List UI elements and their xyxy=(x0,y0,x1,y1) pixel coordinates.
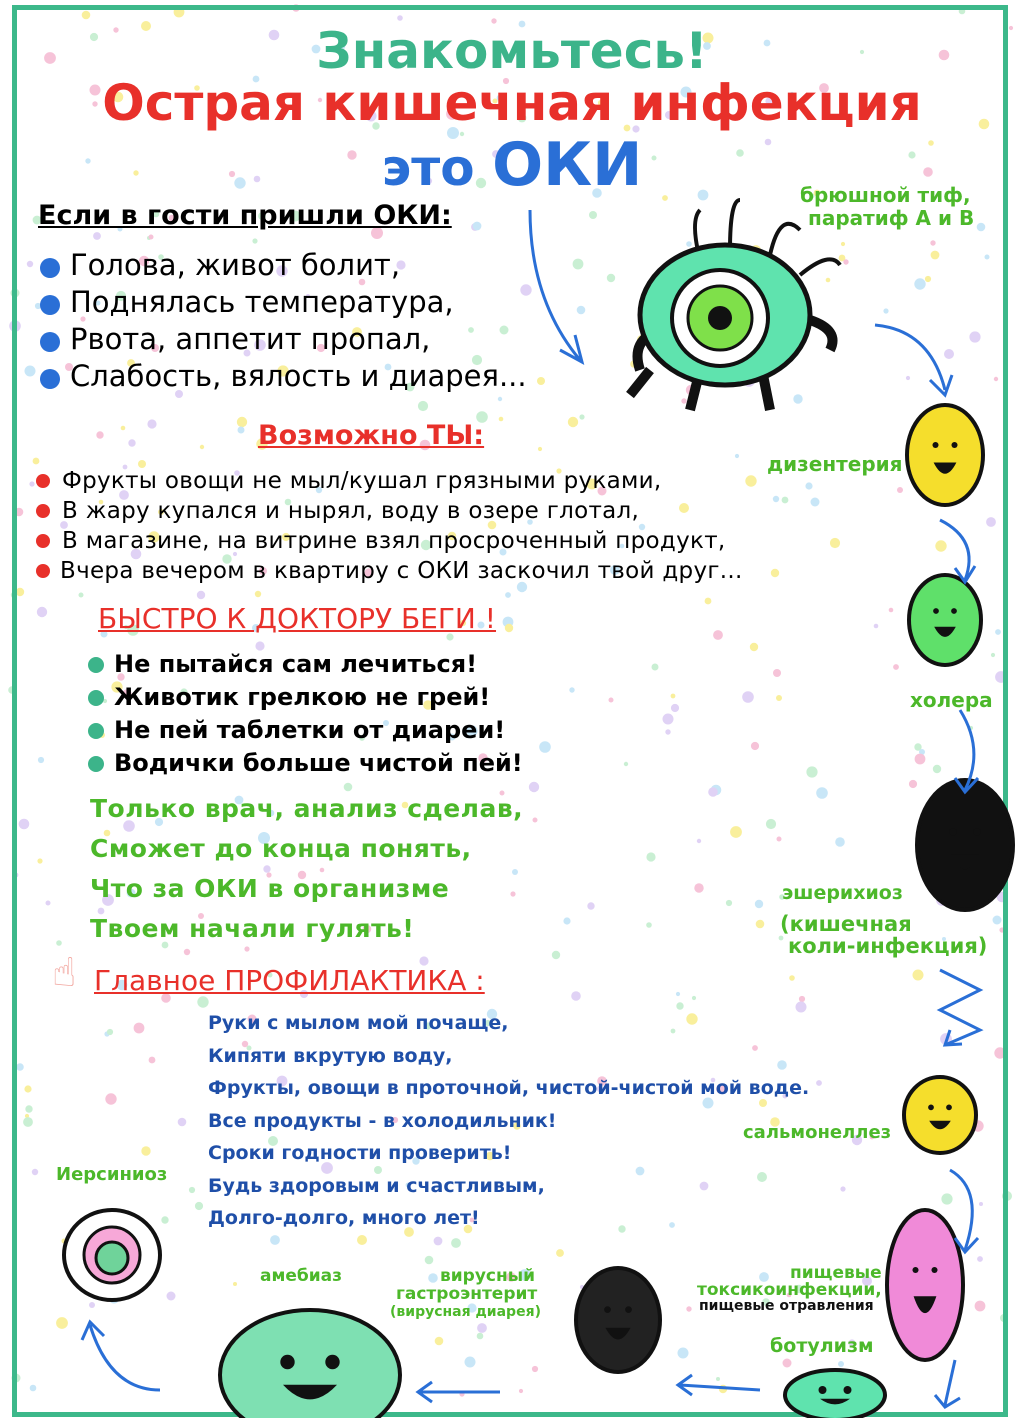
arrow-icon xyxy=(418,1382,500,1402)
title-eto: это xyxy=(381,139,475,197)
green-botulism-monster xyxy=(785,1370,885,1418)
disease-label-food_3: пищевые отравления xyxy=(699,1298,874,1314)
disease-label-food_2: токсикоинфекции, xyxy=(697,1280,882,1300)
doctor-heading: БЫСТРО К ДОКТОРУ БЕГИ ! xyxy=(98,602,497,635)
disease-label-viral_2: гастроэнтерит xyxy=(396,1284,538,1304)
cause-item: Вчера вечером в квартиру с ОКИ заскочил твой друг... xyxy=(60,558,743,584)
arrow-icon xyxy=(875,325,952,395)
disease-label-typhoid_1: брюшной тиф, xyxy=(800,183,971,207)
cause-item: В магазине, на витрине взял просроченный продукт, xyxy=(62,528,726,554)
verse-line: Твоем начали гулять! xyxy=(90,914,415,943)
big-eye-monster xyxy=(630,200,840,410)
causes-heading: Возможно ТЫ: xyxy=(258,420,485,451)
arrow-icon xyxy=(678,1375,760,1395)
arrow-icon xyxy=(940,520,975,582)
disease-label-coli_2: коли-инфекция) xyxy=(788,934,988,958)
doctor-item: Не пытайся сам лечиться! xyxy=(114,650,478,678)
black-horned-monster xyxy=(917,780,1013,910)
symptom-item: Поднялась температура, xyxy=(70,285,454,319)
green-ghost-monster xyxy=(909,575,981,665)
doctor-item: Животик грелкою не грей! xyxy=(114,683,491,711)
disease-label-dysentery: дизентерия xyxy=(767,452,903,476)
disease-label-typhoid_2: паратиф А и В xyxy=(808,206,975,230)
prevention-heading: Главное ПРОФИЛАКТИКА : xyxy=(94,964,485,997)
disease-label-salmonella: сальмонеллез xyxy=(743,1122,892,1143)
pointing-finger-icon: ☝ xyxy=(52,950,77,996)
prevention-item: Будь здоровым и счастливым, xyxy=(208,1174,545,1197)
white-eye-monster xyxy=(64,1210,160,1300)
disease-label-botulism: ботулизм xyxy=(770,1335,874,1357)
symptom-item: Слабость, вялость и диарея... xyxy=(70,359,527,393)
symptom-item: Рвота, аппетит пропал, xyxy=(70,322,431,356)
verse-line: Сможет до конца понять, xyxy=(90,834,472,863)
disease-label-amoebiasis: амебиаз xyxy=(260,1266,343,1286)
symptom-item: Голова, живот болит, xyxy=(70,248,401,282)
disease-label-viral_1: вирусный xyxy=(440,1266,536,1286)
arrow-icon xyxy=(935,1360,960,1407)
prevention-item: Руки с мылом мой почаще, xyxy=(208,1012,509,1034)
prevention-item: Долго-долго, много лет! xyxy=(208,1207,480,1229)
cause-item: Фрукты овощи не мыл/кушал грязными руками, xyxy=(62,468,662,494)
title-line-2: Острая кишечная инфекция xyxy=(102,74,922,132)
prevention-item: Все продукты - в холодильник! xyxy=(208,1109,557,1132)
title-oki: ОКИ xyxy=(492,130,643,200)
arrow-icon xyxy=(82,1322,160,1390)
disease-label-viral_3: (вирусная диарея) xyxy=(390,1304,541,1320)
disease-label-cholera: холера xyxy=(910,688,993,712)
yellow-pear-monster xyxy=(904,1077,976,1153)
doctor-item: Водички больше чистой пей! xyxy=(114,749,523,777)
arrows xyxy=(82,210,980,1407)
title-line-1: Знакомьтесь! xyxy=(316,22,708,80)
verse-line: Только врач, анализ сделав, xyxy=(90,794,524,823)
verse-line: Что за ОКИ в организме xyxy=(90,874,450,903)
disease-label-yersiniosis: Иерсиниоз xyxy=(56,1164,168,1185)
pink-comma-monster xyxy=(887,1210,963,1360)
disease-label-food_1: пищевые xyxy=(790,1263,882,1283)
black-eyestalk-monster xyxy=(576,1268,660,1372)
prevention-item: Сроки годности проверить! xyxy=(208,1142,512,1164)
doctor-item: Не пей таблетки от диареи! xyxy=(114,716,506,744)
disease-label-coli_1: (кишечная xyxy=(780,912,912,936)
symptoms-heading: Если в гости пришли ОКИ: xyxy=(38,200,452,231)
cause-item: В жару купался и нырял, воду в озере глотал, xyxy=(62,498,640,524)
green-fluffy-monster xyxy=(220,1310,400,1418)
yellow-monster xyxy=(907,405,983,505)
prevention-item: Фрукты, овощи в проточной, чистой-чистой мой воде. xyxy=(208,1077,810,1099)
disease-label-escherichiosis: эшерихиоз xyxy=(782,882,903,904)
arrow-icon xyxy=(940,970,980,1045)
arrow-icon xyxy=(530,210,582,362)
prevention-item: Кипяти вкрутую воду, xyxy=(208,1044,453,1067)
